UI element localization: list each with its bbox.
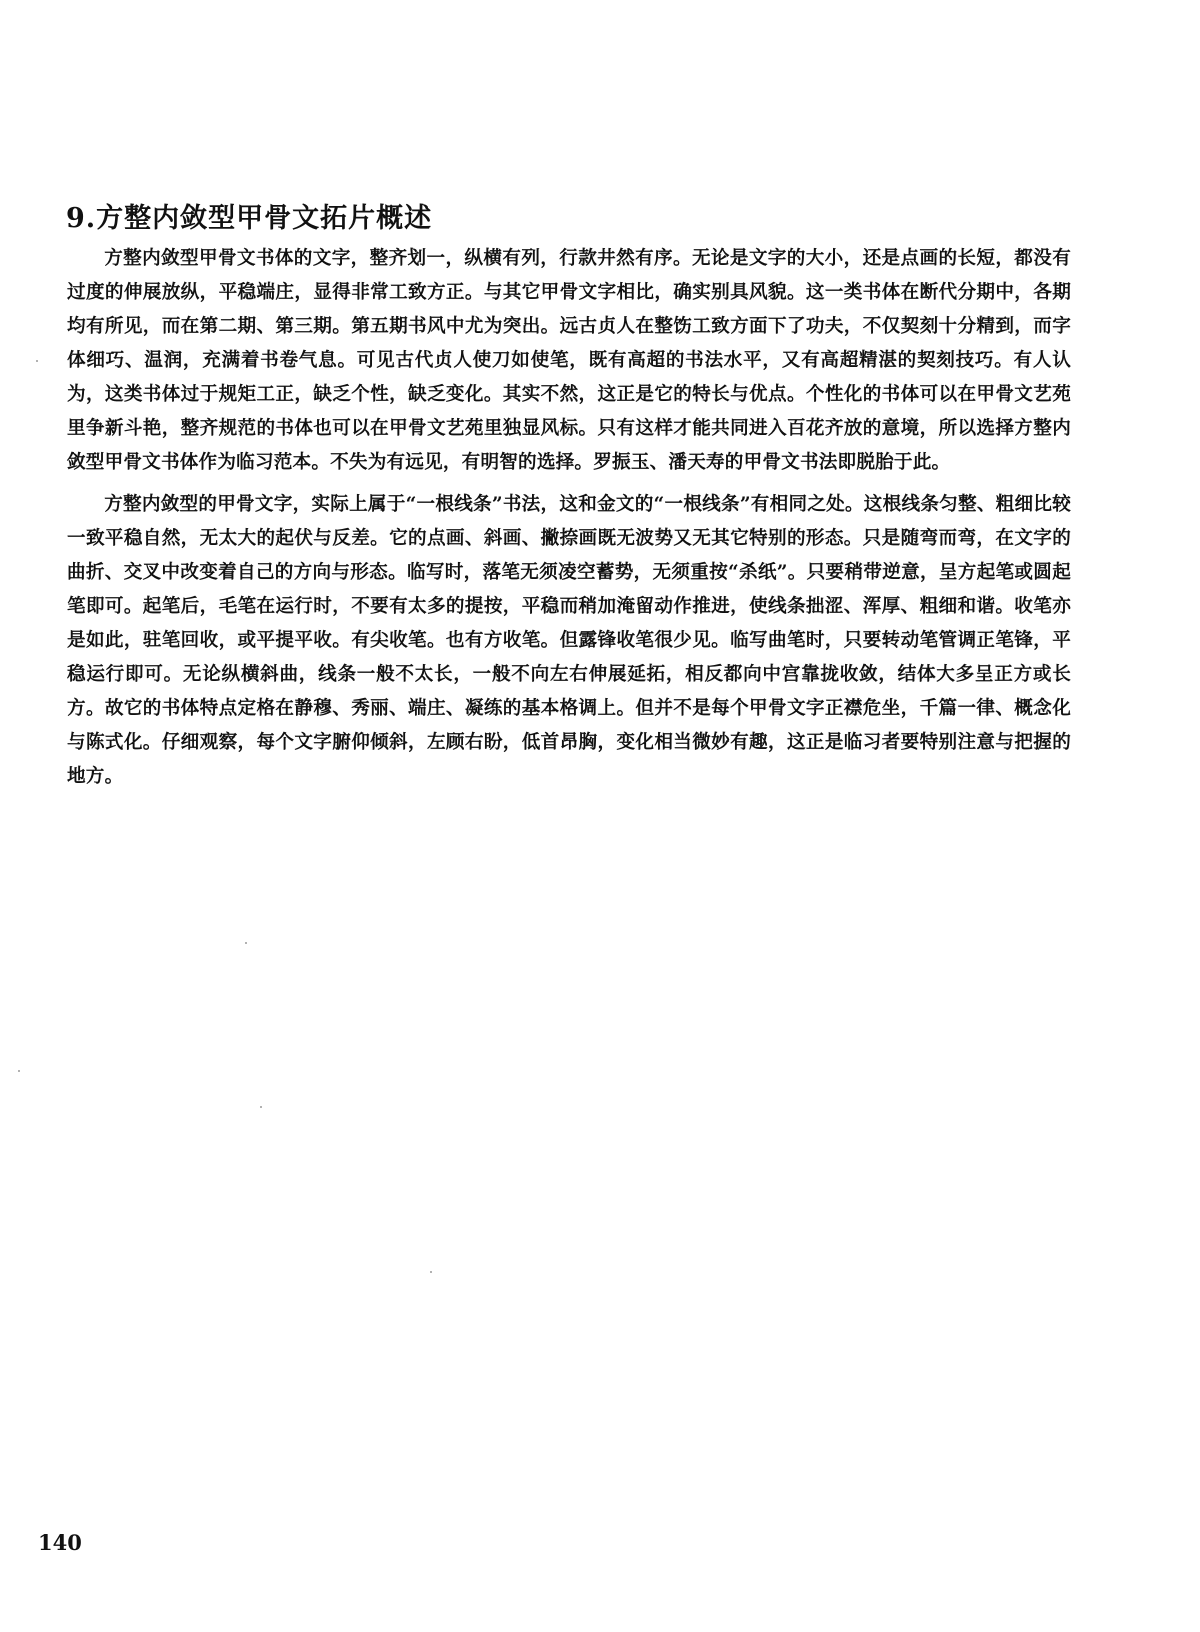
page-number: 140 [38,1530,82,1555]
paragraph-1: 方整内敛型甲骨文书体的文字，整齐划一，纵横有列，行款井然有序。无论是文字的大小，还是点画的长短，都没有过度的伸展放纵，平稳端庄，显得非常工致方正。与其它甲骨文字相比，确实别具风貌。这一类书体在断代分期中，各期均有所见，而在第二期、第三期。第五期书风中尤为突出。远古贞人在整饬工致方面下了功夫，不仅契刻十分精到，而字体细巧、温润，充满着书卷气息。可见古代贞人使刀如使笔，既有高超的书法水平，又有高超精湛的契刻技巧。有人认为，这类书体过于规矩工正，缺乏个性，缺乏变化。其实不然，这正是它的特长与优点。个性化的书体可以在甲骨文艺苑里争新斗艳，整齐规范的书体也可以在甲骨文艺苑里独显风标。只有这样才能共同进入百花齐放的意境，所以选择方整内敛型甲骨文书体作为临习范本。不失为有远见，有明智的选择。罗振玉、潘天寿的甲骨文书法即脱胎于此。 [67,248,1071,473]
scan-speck [36,360,38,362]
scan-speck [430,1271,432,1273]
scan-speck [18,1070,20,1072]
scan-speck [245,942,247,944]
paragraph-2: 方整内敛型的甲骨文字，实际上属于“一根线条”书法，这和金文的“一根线条”有相同之处。这根线条匀整、粗细比较一致平稳自然，无太大的起伏与反差。它的点画、斜画、撇捺画既无波势又无其它特别的形态。只是随弯而弯，在文字的曲折、交叉中改变着自己的方向与形态。临写时，落笔无须凌空蓄势，无须重按“杀纸”。只要稍带逆意，呈方起笔或圆起笔即可。起笔后，毛笔在运行时，不要有太多的提按，平稳而稍加淹留动作推进，使线条拙涩、浑厚、粗细和谐。收笔亦是如此，驻笔回收，或平提平收。有尖收笔。也有方收笔。但露锋收笔很少见。临写曲笔时，只要转动笔管调正笔锋，平稳运行即可。无论纵横斜曲，线条一般不太长，一般不向左右伸展延拓，相反都向中宫靠拢收敛，结体大多呈正方或长方。故它的书体特点定格在静穆、秀丽、端庄、凝练的基本格调上。但并不是每个甲骨文字正襟危坐，千篇一律、概念化与陈式化。仔细观察，每个文字腑仰倾斜，左顾右盼，低首昂胸，变化相当微妙有趣，这正是临习者要特别注意与把握的地方。 [67,494,1071,787]
body-text [67,242,1071,794]
section-title: 9.方整内敛型甲骨文拓片概述 [66,203,433,234]
scan-speck [260,1106,262,1108]
